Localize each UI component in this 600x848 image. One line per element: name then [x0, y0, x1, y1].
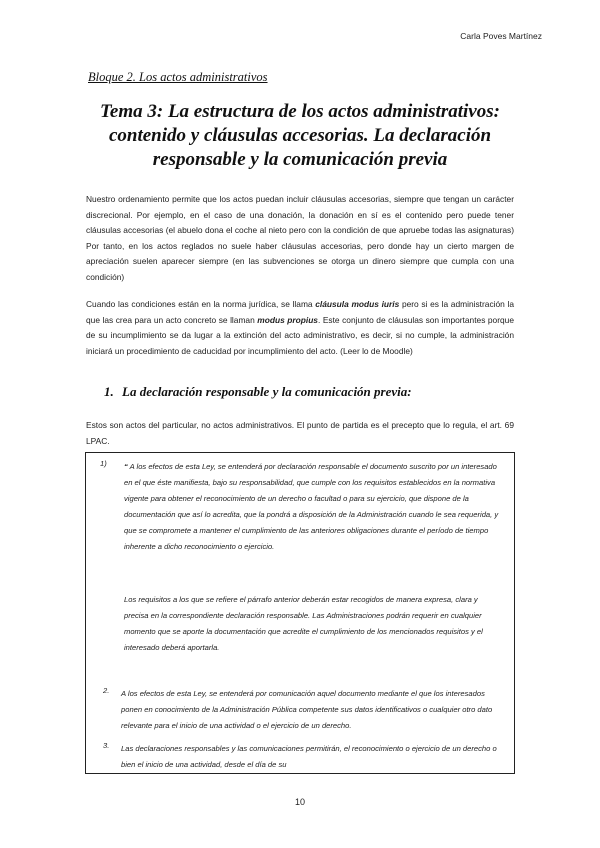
quote-text: A los efectos de esta Ley, se entenderá por declaración responsable el documento suscrito por un interesado en el que éste manifiesta, bajo su responsabilidad, que cumple con los requisitos establecidos en la normativa vigente para obtener el reconocimiento de un derecho o facultad o para su ejercicio, que dispone de la documentación que así lo acredita, que la pondrá a disposición de la Administración cuando le sea requerida, y que se compromete a mantener el cumplimiento de las anteriores obligaciones durante el período de tiempo inherente a dicho reconocimiento o ejercicio.	[124, 462, 499, 551]
quote-item-number: 2.	[103, 686, 110, 695]
legal-quote-box	[85, 452, 515, 774]
quote-item-number: 3.	[103, 741, 110, 750]
page-number: 10	[294, 797, 305, 807]
paragraph-text: Cuando las condiciones están en la norma jurídica, se llama	[86, 299, 316, 309]
paragraph-clausulas-accesorias: Nuestro ordenamiento permite que los actos puedan incluir cláusulas accesorias, siempre que tengan un carácter discrecional. Por ejemplo, en el caso de una donación, la donación en sí es el contenido pero puede tener cláusulas accesorias (el abuelo dona el coche al nieto pero con la condición de que apruebe todas las asignaturas) Por tanto, en los actos reglados no suele haber cláusulas accesorias, pero donde hay un cierto margen de apreciación suelen aparecer siempre (en las subvenciones se otorga un dinero siempre que cumpla con una condición)	[86, 194, 514, 282]
section-number: 1.	[104, 384, 114, 399]
term-modus-propius: modus propius	[257, 314, 318, 325]
quote-item-1	[124, 459, 504, 554]
quote-item-1-continuation: Los requisitos a los que se refiere el párrafo anterior deberán estar recogidos de manera expresa, clara y precisa en la correspondiente declaración responsable. Las Administraciones podrán requerir en cualquier momento que se aporte la documentación que acredite el cumplimiento de los mencionados requisitos y el interesado deberá aportarla.	[124, 595, 483, 652]
quote-item-2: A los efectos de esta Ley, se entenderá por comunicación aquel documento mediante el que los interesados ponen en conocimiento de la Administración Pública competente sus datos identificativos o cualquier otro dato relevante para el inicio de una actividad o el ejercicio de un derecho.	[121, 689, 493, 730]
paragraph-modus	[86, 297, 514, 359]
quote-item-3: Las declaraciones responsables y las comunicaciones permitirán, el reconocimiento o ejercicio de un derecho o bien el inicio de una actividad, desde el día de su	[121, 744, 497, 769]
header-author: Carla Poves Martínez	[460, 31, 542, 41]
paragraph-text: . Este conjunto de cláusulas son importantes porque de su incumplimiento se da lugar a la extinción del acto administrativo, es decir, si no cumple, la administración iniciará un procedimiento de caducidad por incumplimiento del acto. (Leer lo de Moodle)	[86, 314, 514, 356]
block-title: Bloque 2. Los actos administrativos	[88, 70, 268, 84]
section-heading	[104, 384, 412, 400]
paragraph-text: pero si es la administración la que las crea para un acto concreto se llaman	[86, 299, 514, 325]
paragraph-intro-art69: Estos son actos del particular, no actos administrativos. El punto de partida es el precepto que lo regula, el art. 69 LPAC.	[86, 420, 514, 446]
section-title: La declaración responsable y la comunicación previa:	[122, 384, 412, 399]
quote-item-number: 1)	[100, 459, 107, 468]
page-title: Tema 3: La estructura de los actos administrativos: contenido y cláusulas accesorias. La declaración responsable y la comunicación previa	[100, 101, 500, 170]
term-modus-iuris: cláusula modus iuris	[315, 299, 400, 309]
open-quote-mark: “	[124, 462, 128, 471]
